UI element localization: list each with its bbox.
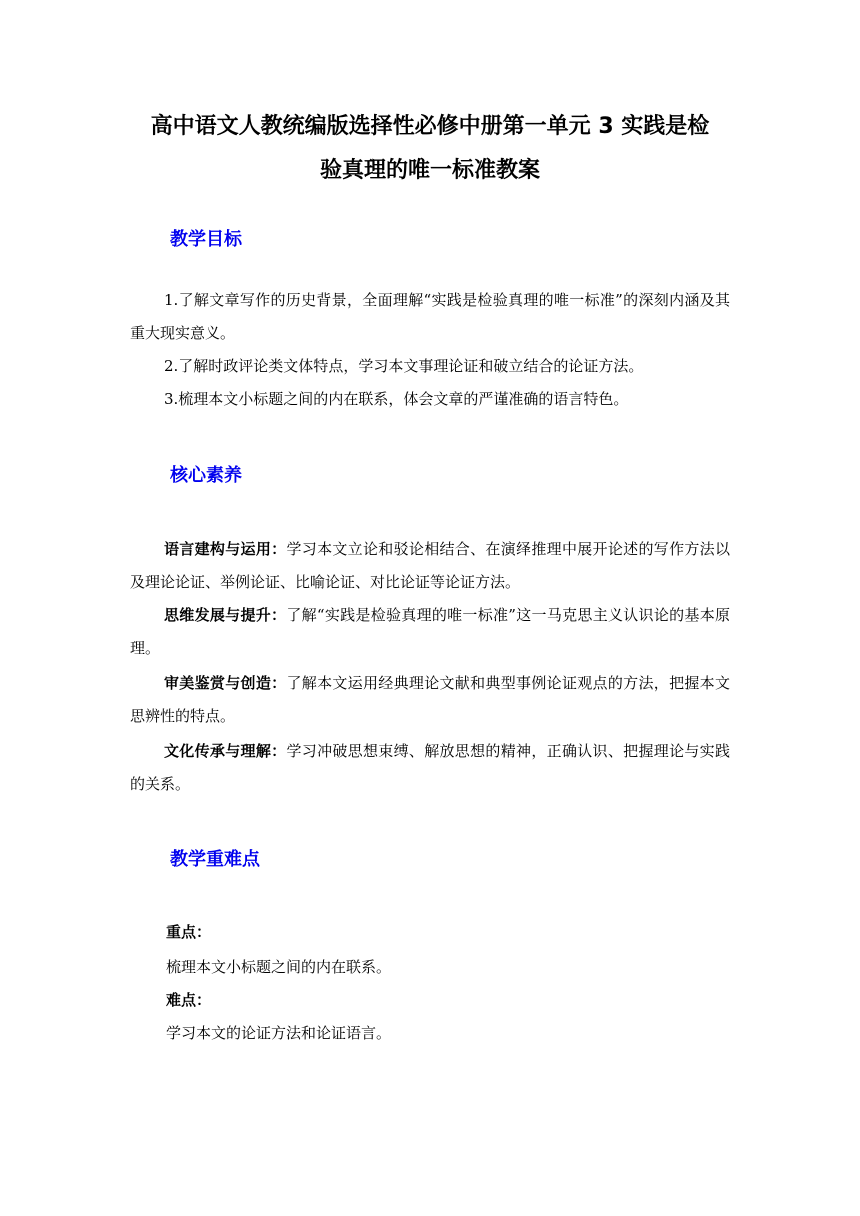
difficult-point-text: 学习本文的论证方法和论证语言。 <box>166 1024 392 1042</box>
competency-text: 学习本文立论和驳论相结合、在演绎推理中展开论述的写作方法以及理论论证、举例论证、比喻论证、对比论证等论证方法。 <box>130 540 730 591</box>
difficult-point-label: 难点： <box>166 991 212 1009</box>
competency-text: 了解“实践是检验真理的唯一标准”这一马克思主义认识论的基本原理。 <box>130 606 730 657</box>
objectives-heading: 教学目标 <box>170 229 242 250</box>
competency-item-culture <box>130 735 730 801</box>
competency-text: 了解本文运用经典理论文献和典型事例论证观点的方法，把握本文思辨性的特点。 <box>130 674 730 725</box>
competency-label: 文化传承与理解： <box>164 742 287 760</box>
competency-label: 语言建构与运用： <box>164 540 287 558</box>
key-point-label: 重点： <box>166 923 212 941</box>
key-point-text: 梳理本文小标题之间的内在联系。 <box>166 958 392 976</box>
key-points-heading: 教学重难点 <box>170 849 260 870</box>
objective-item-3: 3.梳理本文小标题之间的内在联系，体会文章的严谨准确的语言特色。 <box>164 390 629 408</box>
competency-label: 审美鉴赏与创造： <box>164 674 287 692</box>
objective-item-1: 1.了解文章写作的历史背景，全面理解“实践是检验真理的唯一标准”的深刻内涵及其重大现实意义。 <box>130 291 730 342</box>
objective-item-2: 2.了解时政评论类文体特点，学习本文事理论证和破立结合的论证方法。 <box>164 357 644 375</box>
competency-item-language <box>130 533 730 599</box>
document-title-line-1: 高中语文人教统编版选择性必修中册第一单元 3 实践是检 <box>150 114 710 139</box>
document-title-line-2: 验真理的唯一标准教案 <box>319 158 540 183</box>
competencies-heading: 核心素养 <box>170 465 242 486</box>
competency-text: 学习冲破思想束缚、解放思想的精神，正确认识、把握理论与实践的关系。 <box>130 742 730 793</box>
competency-item-thinking <box>130 599 730 665</box>
competency-label: 思维发展与提升： <box>164 606 287 624</box>
competency-item-aesthetic <box>130 667 730 733</box>
